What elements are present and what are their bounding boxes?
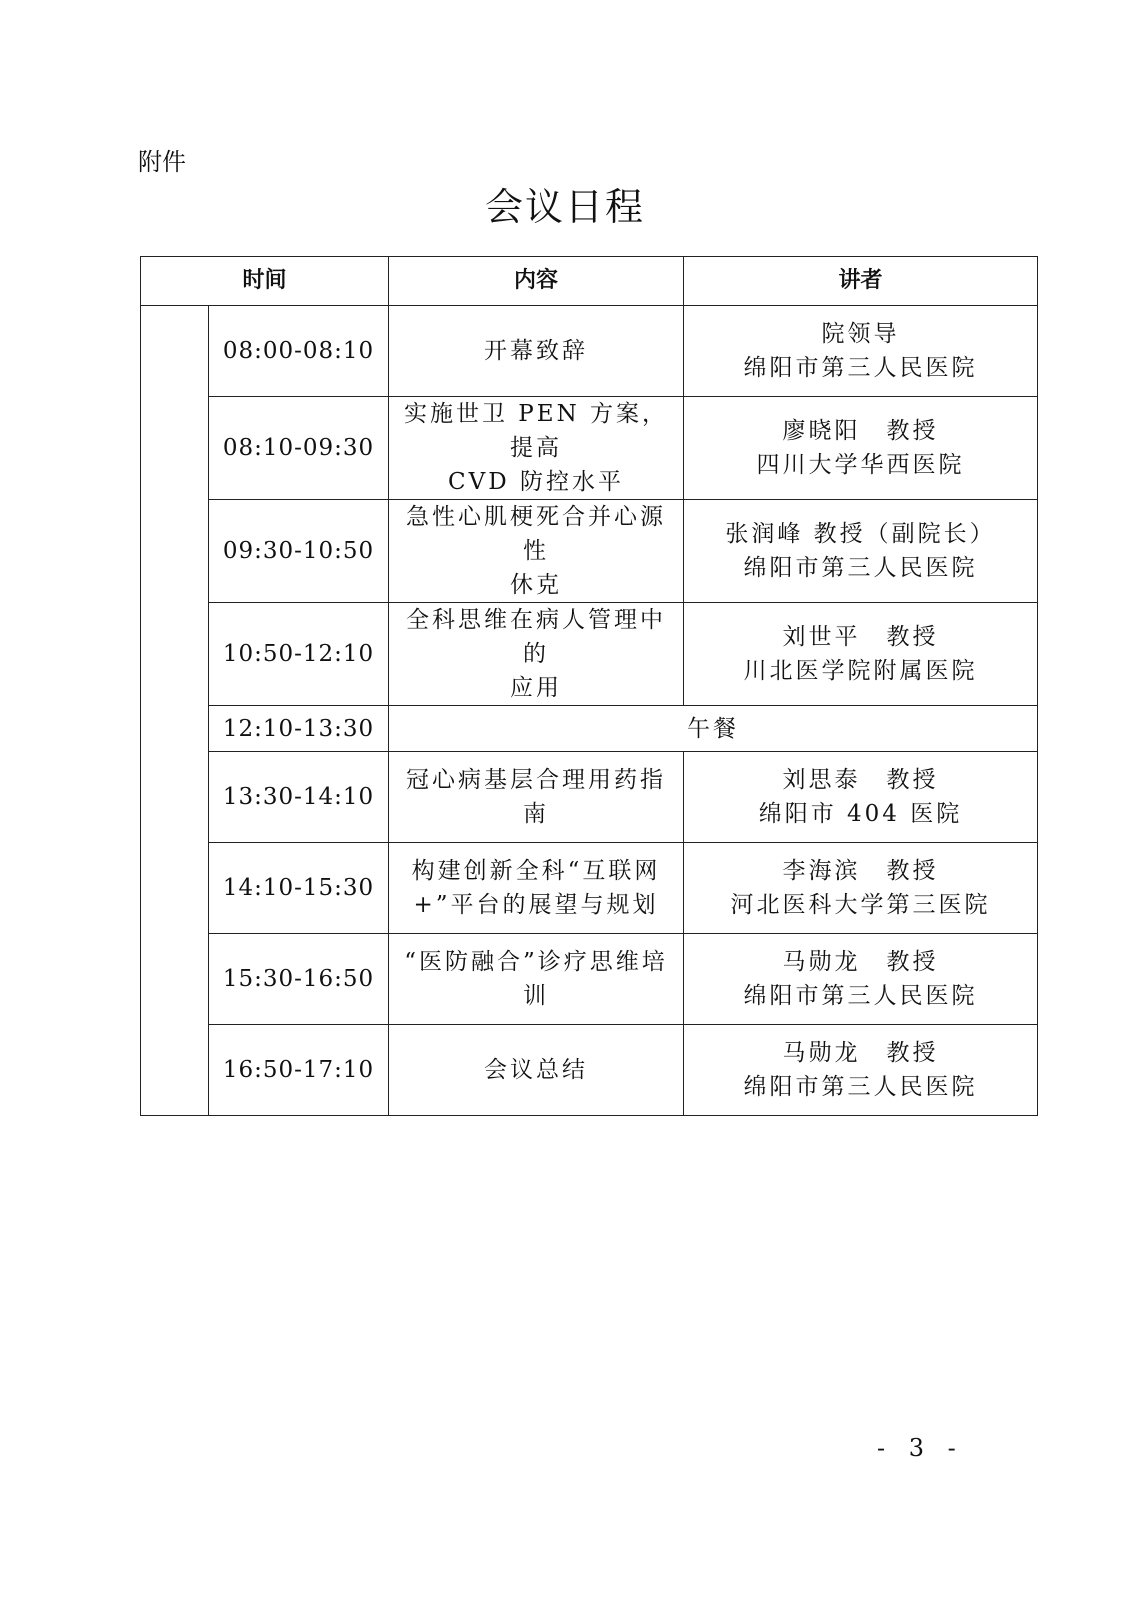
speaker-affiliation: 河北医科大学第三医院 bbox=[730, 892, 991, 918]
speaker-cell bbox=[684, 1025, 1038, 1116]
table-row bbox=[141, 752, 1038, 843]
session-side-cell bbox=[141, 306, 209, 1116]
content-cell bbox=[389, 752, 684, 843]
content-line: 训 bbox=[523, 983, 550, 1009]
time-cell: 08:00-08:10 bbox=[209, 306, 389, 397]
content-line: 休克 bbox=[510, 572, 563, 598]
content-line: 冠心病基层合理用药指南 bbox=[406, 767, 667, 827]
speaker-name: 廖晓阳 教授 bbox=[782, 418, 939, 444]
header-speaker: 讲者 bbox=[684, 257, 1038, 306]
content-line: 构建创新全科“互联网 bbox=[411, 858, 661, 884]
time-cell: 08:10-09:30 bbox=[209, 397, 389, 500]
schedule-table bbox=[140, 256, 1038, 1116]
table-row bbox=[141, 1025, 1038, 1116]
table-header-row bbox=[141, 257, 1038, 306]
table-row bbox=[141, 934, 1038, 1025]
table-row bbox=[141, 843, 1038, 934]
content-cell bbox=[389, 500, 684, 603]
time-cell: 09:30-10:50 bbox=[209, 500, 389, 603]
table-row bbox=[141, 306, 1038, 397]
time-cell: 14:10-15:30 bbox=[209, 843, 389, 934]
speaker-cell bbox=[684, 500, 1038, 603]
content-cell bbox=[389, 306, 684, 397]
table-row bbox=[141, 500, 1038, 603]
speaker-name: 马勋龙 教授 bbox=[782, 1040, 939, 1066]
content-cell bbox=[389, 1025, 684, 1116]
attachment-label: 附件 bbox=[138, 148, 186, 176]
content-line: +”平台的展望与规划 bbox=[413, 892, 659, 918]
speaker-cell bbox=[684, 306, 1038, 397]
speaker-name: 马勋龙 教授 bbox=[782, 949, 939, 975]
speaker-affiliation: 川北医学院附属医院 bbox=[743, 658, 978, 684]
table-row bbox=[141, 397, 1038, 500]
time-cell: 12:10-13:30 bbox=[209, 706, 389, 752]
content-cell bbox=[389, 843, 684, 934]
header-content: 内容 bbox=[389, 257, 684, 306]
speaker-cell bbox=[684, 397, 1038, 500]
time-cell: 16:50-17:10 bbox=[209, 1025, 389, 1116]
content-line: 实施世卫 PEN 方案，提高 bbox=[404, 401, 669, 461]
page-title: 会议日程 bbox=[484, 185, 645, 229]
time-cell: 15:30-16:50 bbox=[209, 934, 389, 1025]
speaker-affiliation: 绵阳市第三人民医院 bbox=[743, 983, 978, 1009]
speaker-name: 刘世平 教授 bbox=[782, 624, 939, 650]
header-time: 时间 bbox=[141, 257, 389, 306]
speaker-affiliation: 绵阳市第三人民医院 bbox=[743, 1074, 978, 1100]
speaker-name: 李海滨 教授 bbox=[782, 858, 939, 884]
content-line: 午餐 bbox=[687, 715, 739, 742]
table-row bbox=[141, 603, 1038, 706]
content-line: 全科思维在病人管理中的 bbox=[406, 607, 667, 667]
time-cell: 10:50-12:10 bbox=[209, 603, 389, 706]
speaker-name: 张润峰 教授（副院长） bbox=[725, 521, 996, 547]
content-line: 应用 bbox=[510, 675, 563, 701]
content-cell bbox=[389, 397, 684, 500]
content-cell bbox=[389, 934, 684, 1025]
speaker-cell bbox=[684, 934, 1038, 1025]
lunch-cell bbox=[389, 706, 1038, 752]
speaker-affiliation: 四川大学华西医院 bbox=[756, 452, 965, 478]
content-line: 开幕致辞 bbox=[484, 338, 589, 364]
content-cell bbox=[389, 603, 684, 706]
speaker-name: 院领导 bbox=[821, 321, 900, 347]
table-row-lunch bbox=[141, 706, 1038, 752]
speaker-cell bbox=[684, 843, 1038, 934]
time-cell: 13:30-14:10 bbox=[209, 752, 389, 843]
content-line: 急性心肌梗死合并心源性 bbox=[406, 504, 667, 564]
speaker-name: 刘思泰 教授 bbox=[782, 767, 939, 793]
speaker-affiliation: 绵阳市 404 医院 bbox=[758, 801, 963, 827]
page-number: - 3 - bbox=[877, 1434, 964, 1462]
content-line: 会议总结 bbox=[484, 1057, 589, 1083]
speaker-cell bbox=[684, 752, 1038, 843]
speaker-affiliation: 绵阳市第三人民医院 bbox=[743, 355, 978, 381]
content-line: “医防融合”诊疗思维培 bbox=[404, 949, 668, 975]
speaker-affiliation: 绵阳市第三人民医院 bbox=[743, 555, 978, 581]
content-line: CVD 防控水平 bbox=[448, 469, 624, 495]
speaker-cell bbox=[684, 603, 1038, 706]
